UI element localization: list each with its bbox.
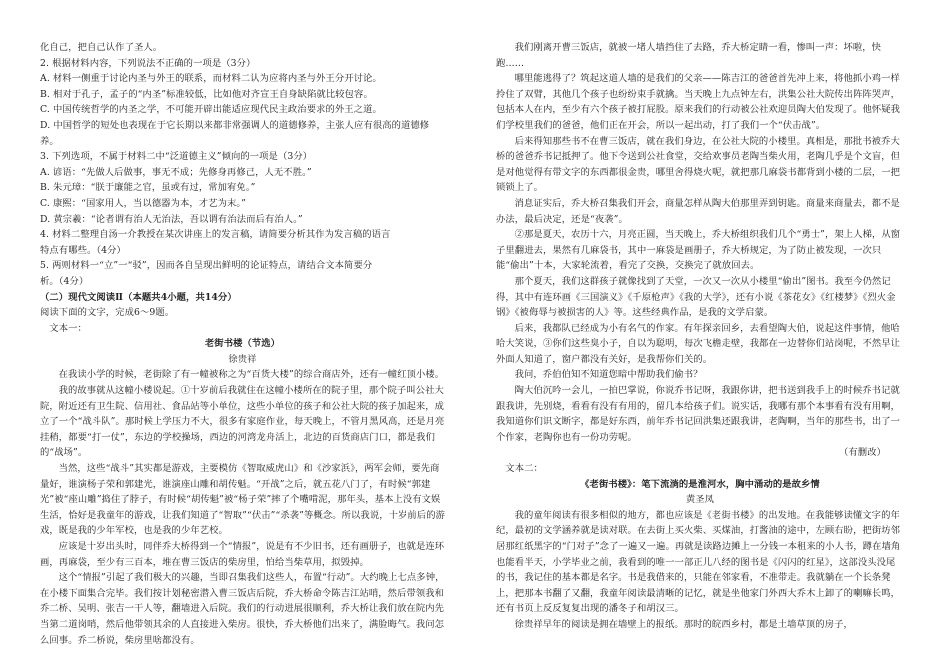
paragraph: 在我读小学的时候，老街除了有一幢被称之为“百货大楼”的综合商店外，还有一幢红顶小楼。: [58, 369, 445, 381]
paragraph: 我的童年阅读有很多相似的地方，都也应该是《老街书楼》的出发地。在我能够读懂文字的年纪，最初的文学涵养就是读对联。在去街上买火柴、买煤油，打酱油的途中，左顾右盼，把街坊邻居那红纸黑字的“门对子”念了一遍又一遍。再就是读路边摊上一分钱一本租来的小人书，蹲在墙角也能看半天，小学毕业之前，我看到的唯一一部正儿八经的图书是《闪闪的红星》，这部没头没尾的书，我记住的基本都是名字。书是我借来的，只能在邻家看，不准带走。我就躺在一个长条凳上，把那本书翻了又翻，我童年阅读最清晰的记忆，就是坐他家门外西大乔木上卸了的喇嘛长鸣，还有书页上反反复复出现的潘冬子和胡汉三。: [496, 509, 901, 615]
paragraph: 我们刚离开曹三饭店，就被一堵人墙挡住了去路，乔大桥定睛一看，惨叫一声：坏啦，快跑……: [496, 42, 882, 69]
q3-option-d: D. 黄宗羲：“论者谓有治人无治法，吾以谓有治法而后有治人。”: [40, 213, 303, 225]
q4-line1: 4. 材料二整理自汤一介教授在某次讲座上的发言稿，请简要分析其作为发言稿的语言: [40, 229, 391, 241]
q3-option-c: C. 康熙：“国家用人，当以德器为本，才艺为末。”: [40, 197, 246, 209]
paragraph: 徐贵祥早年的阅读是拥在墙壁上的报纸。那时的皖西乡村，都是土墙草顶的房子，: [514, 618, 853, 630]
q5-line2: 析。（4分）: [40, 275, 89, 287]
paragraph: 后来，我都队已经成为小有名气的作家。有年探亲回乡，去看望陶大伯，说起这件事情，他哈哈大笑说，③你们这些臭小子，自以为聪明，每次飞檐走壁，我都在一边替你们站岗呢，不然早让外面人知道了，窗户都没有关好，是我帮你们关的。: [496, 322, 901, 365]
q4-line2: 特点有哪些。（4分）: [40, 244, 126, 256]
q-intro-line: 化自己，把自己认作了圣人。: [40, 42, 163, 53]
paragraph: 陶大伯沉吟一会儿，一拍巴掌说，你说乔书记呀，我跟你讲，把书送到我手上的时候乔书记就跟我讲，先别烧，看看有没有有用的，留几本给孩子们。说实话，我哪有那个本事看有没有用啊，我知道你们识文断字，都是好东西，前年乔书记回洪集还跟我讲，老陶啊，当年的那些书，出了一个作家，老陶你也有一份功劳呢。: [496, 385, 901, 443]
q2-option-c: C. 中国传统哲学的内圣之学，不可能开辟出能适应现代民主政治要求的外王之道。: [40, 104, 382, 116]
right-column: [496, 40, 904, 633]
q2-option-a: A. 材料一侧重于讨论内圣与外王的联系，而材料二认为应将内圣与外王分开讨论。: [40, 73, 382, 85]
q2-option-b: B. 相对于孔子，孟子的“内圣”标准较低，比如他对齐宣王自身缺陷就比较包容。: [40, 88, 373, 100]
article-title: 老街书楼（节选）: [204, 338, 281, 350]
paragraph: 应该是十岁出头时，同伴乔大桥得到一个“情报”，说是有不少旧书，还有画册子，也就是连环画，再麻袋，至少有三百本，堆在曹三饭店的柴房里，怕给当柴草用，拟毁掉。: [40, 541, 445, 568]
text2-author: 黄圣凤: [685, 494, 715, 506]
q3-option-b: B. 朱元璋：“朕于廉能之官，虽或有过，常加宥免。”: [40, 182, 256, 194]
paragraph: ②那是夏天，农历十六，月亮正圆，当天晚上，乔大桥组织我们几个“勇士”，架上人梯，从窗子里翻进去，果然有几麻袋书，其中一麻袋是画册子，乔大桥规定，为了防止被发现，一次只能“偷出”十本，大家轮流着，看完了交换，交换完了就放回去。: [496, 229, 901, 272]
q3-option-a: A. 谚语：“先做人后做事，事无不成；先修身再修己，人无不胜。”: [40, 166, 312, 178]
paragraph: 这个“情报”引起了我们极大的兴趣，当即召集我们这些人，布置“行动”。大约晚上七点多钟，在小楼下面集合完毕。我们按计划秘密潜入曹三饭店后院，乔大桥命令陈吉江站哨，然后带领我和乔二桥、吴明、张吉一干人等，翻墙进入后院。我们的行动进展很顺利，乔大桥让我们放在院内先当第二道岗哨，然后他带领其余的人直接进入柴房。很快，乔大桥他们出来了，满脸晦气。我问怎么回事。乔二桥说，柴房里啥都没有。: [40, 572, 445, 646]
q5-line1: 5. 两则材料一“立”一“驳”，因而各自呈现出鲜明的论证特点，请结合文本简要分: [40, 260, 373, 272]
paragraph: 当然，这些“战斗”其实都是游戏，主要模仿《智取威虎山》和《沙家浜》，两军会师，要先商量好，谁演杨子荣和郭建光，谁演座山雕和胡传魁。“开战”之后，就五花八门了，有时候“郭建光”被“座山雕”捣住了脖子，有时候“胡传魁”被“杨子荣”摔了个嘴啃泥，那年头，基本上没有文娱生活，恰好是我童年的游戏，让我们知道了“智取”“伏击”“杀袭”等概念。所以我说，十岁前后的游戏，既是我的少年军校，也是我的少年艺校。: [40, 463, 445, 537]
text2-title: 《老街书楼》：笔下流淌的是淮河水，胸中涌动的是故乡情: [580, 478, 820, 490]
text2-label: 文本二：: [505, 463, 543, 475]
text1-label: 文本一：: [49, 322, 87, 334]
paragraph: 后来得知那些书不在曹三饭店，就在我们身边，在公社大院的小楼里。真相是，那批书被乔大桥的爸爸乔书记抵押了。他下令送到公社食堂，交给欢事员老陶当柴火用，老陶几乎是个文盲，但是对他觉得有带文字的东西都很金贵，哪里舍得烧火呢，就把那几麻袋书都背到小楼的二层，一把锁锁上了。: [496, 135, 901, 194]
section-title: （二）现代文阅读Ⅱ（本题共4小题，共14分）: [40, 291, 237, 303]
source-note: （有删改）: [839, 447, 886, 459]
paragraph: 消息证实后，乔大桥召集我们开会，商量怎样从陶大伯那里弄到钥匙。商量来商量去，都不是办法，最后决定，还是“夜袭”。: [496, 197, 900, 225]
q2-stem: 2. 根据材料内容，下列说法不正确的一项是（3分）: [40, 57, 256, 69]
q3-stem: 3. 下列选项，不属于材料二中“泛道德主义”倾向的一项是（3分）: [40, 151, 313, 163]
article-author: 徐贵祥: [228, 353, 257, 365]
paragraph: 哪里能逃得了？筑起这道人墙的是我们的父亲——陈吉江的爸爸首先冲上来，将他抓小鸡一样拎住了双臂，其他几个孩子也纷纷束手就擒。当天晚上九点钟左右，洪集公社大院传出阵阵哭声，包括本人在内，至少有六个孩子被打屁股。原来我们的行动被公社欢迎员陶大伯发现了。他怀疑我们学校里我们的爸爸，他们正在开会，所以一起出动，打了我们一个“伏击战”。: [496, 73, 901, 131]
paragraph: 那个夏天，我们这群孩子就像找到了天堂，一次又一次从小楼里“偷出”图书。我至今仍然记得，其中有连环画《三国演义》《千原枪声》《我的大学》，还有小说《茶花女》《红楼梦》《烈火金钢》《被侮辱与被损害的人》等。这些经典作品，是我的文学启蒙。: [496, 275, 896, 319]
section-instruction: 阅读下面的文字，完成6～9题。: [40, 307, 175, 319]
paragraph: 我的故事就从这幢小楼说起。①十岁前后我就住在这幢小楼所在的院子里，那个院子叫公社大院，附近还有卫生院、信用社、食品站等小单位，这些小单位的孩子和公社大院的孩子加起来，成立了一个“战斗队”。那时候上学压力不大，很多有家庭作业，每天晚上，不管月黑风高，还是月亮挂稍，都要“打一仗”，东边的学校操场，西边的河湾龙舟活上，北边的百货商店门口，都是我们的“战场”。: [40, 385, 445, 459]
left-column: [40, 40, 445, 648]
q2-option-d: D. 中国哲学的短处也表现在于它长期以来都非常强调人的道德修养，主张人应有很高的道德修养。: [40, 119, 430, 147]
paragraph: 我问，乔伯伯知不知道您暗中帮助我们偷书？: [514, 369, 703, 381]
